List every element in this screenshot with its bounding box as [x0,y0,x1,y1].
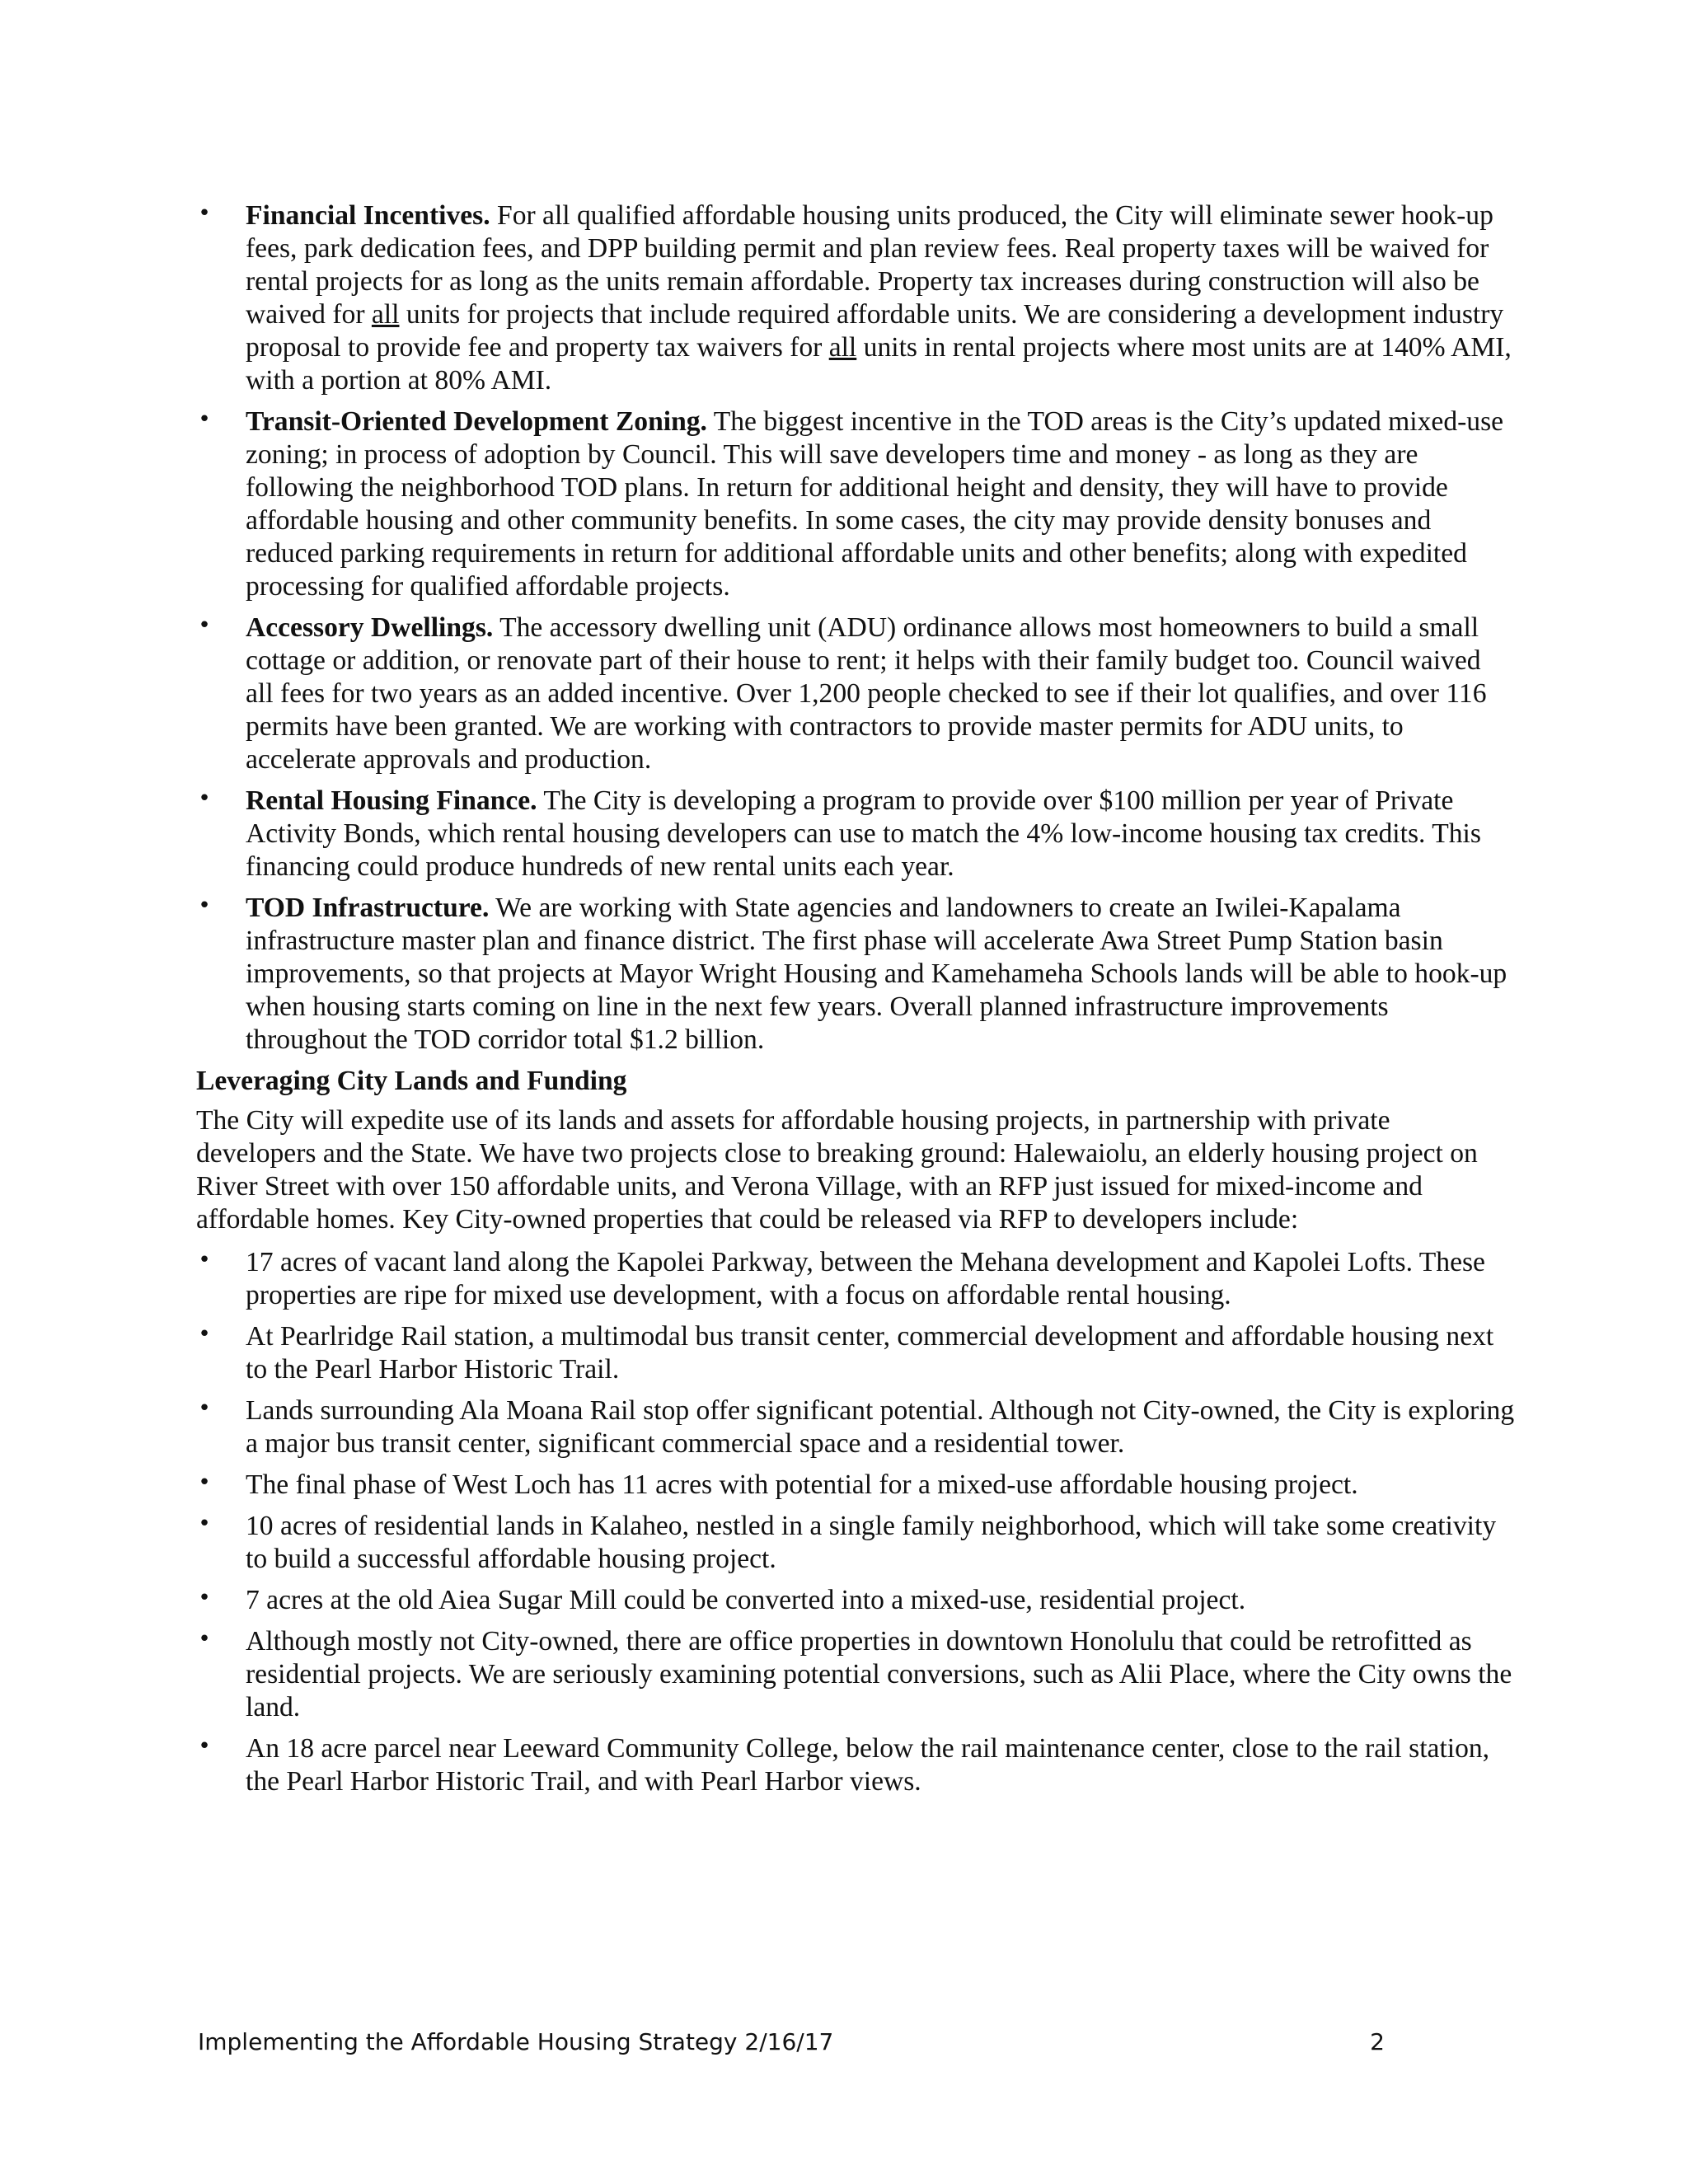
list-item [196,1246,1515,1312]
incentive-text: The City is developing a program to provide over $100 million per year of Private Activity Bonds, which rental housing developers can use to match the 4% low-income housing tax credits. This financing could produce hundreds of new rental units each year. [246,785,1481,882]
page-footer [198,2027,1385,2057]
list-item [196,1510,1515,1576]
list-item-text: 7 acres at the old Aiea Sugar Mill could be converted into a mixed-use, residential project. [246,1585,1246,1615]
bullet-icon: • [198,1470,211,1495]
incentives-list [196,199,1515,1057]
underlined-word: all [371,299,400,330]
list-item-text: 10 acres of residential lands in Kalaheo, nestled in a single family neighborhood, which will take some creativity to build a successful affordable housing project. [246,1511,1497,1574]
list-item-text: Although mostly not City-owned, there are office properties in downtown Honolulu that could be retrofitted as residential projects. We are seriously examining potential conversions, such as Alii Place, where the City owns the land. [246,1626,1512,1722]
incentive-term: Rental Housing Finance. [246,785,537,816]
list-item [196,1584,1515,1617]
bullet-icon: • [198,1511,211,1536]
incentive-item-tod-zoning [196,405,1515,603]
section-heading: Leveraging City Lands and Funding [196,1066,627,1096]
incentive-item-tod-infrastructure [196,892,1515,1057]
incentive-text: The biggest incentive in the TOD areas is the City’s updated mixed-use zoning; in process of adoption by Council. This will save developers time and money - as long as they are following the neighborhood TOD plans. In return for additional height and density, they will have to provide affordable housing and other community benefits. In some cases, the city may provide density bonuses and reduced parking requirements in return for additional affordable units and other benefits; along with expedited processing for qualified affordable projects. [246,406,1504,602]
bullet-icon: • [198,201,211,226]
list-item [196,1394,1515,1460]
incentive-text: We are working with State agencies and landowners to create an Iwilei-Kapalama infrastructure master plan and finance district. The first phase will accelerate Awa Street Pump Station basin improvements, so that projects at Mayor Wright Housing and Kamehameha Schools lands will be able to hook-up when housing starts coming on line in the next few years. Overall planned infrastructure improvements throughout the TOD corridor total $1.2 billion. [246,893,1507,1055]
underlined-word: all [828,332,857,363]
incentive-text: units for projects that include required affordable units. We are considering a development industry proposal to provide fee and property tax waivers for [246,299,1504,363]
list-item [196,1320,1515,1386]
incentive-text: For all qualified affordable housing units produced, the City will eliminate sewer hook-up fees, park dedication fees, and DPP building permit and plan review fees. Real property taxes will be waived for rental projects for as long as the units remain affordable. Property tax increases during construction will also be waived for [246,200,1493,330]
list-item-text: An 18 acre parcel near Leeward Community College, below the rail maintenance center, close to the rail station, the Pearl Harbor Historic Trail, and with Pearl Harbor views. [246,1733,1490,1797]
bullet-icon: • [198,1627,211,1652]
properties-list [196,1246,1515,1798]
incentive-term: Financial Incentives. [246,200,490,231]
list-item-text: 17 acres of vacant land along the Kapolei Parkway, between the Mehana development and Kapolei Lofts. These properties are ripe for mixed use development, with a focus on affordable rental housing. [246,1247,1485,1310]
footer-title: Implementing the Affordable Housing Strategy 2/16/17 [198,2028,834,2055]
bullet-icon: • [198,893,211,918]
list-item [196,1469,1515,1502]
bullet-icon: • [198,1396,211,1421]
bullet-icon: • [198,1248,211,1272]
incentive-text: The accessory dwelling unit (ADU) ordinance allows most homeowners to build a small cottage or addition, or renovate part of their house to rent; it helps with their family budget too. Council waived all fees for two years as an added incentive. Over 1,200 people checked to see if their lot qualifies, and over 116 permits have been granted. We are working with contractors to provide master permits for ADU units, to accelerate approvals and production. [246,612,1487,775]
bullet-icon: • [198,613,211,638]
list-item [196,1625,1515,1724]
bullet-icon: • [198,1586,211,1610]
list-item-text: At Pearlridge Rail station, a multimodal bus transit center, commercial development and affordable housing next to the Pearl Harbor Historic Trail. [246,1321,1494,1385]
incentive-item-accessory-dwellings [196,612,1515,776]
list-item [196,1732,1515,1798]
page-content [196,199,1515,1807]
incentive-term: Transit-Oriented Development Zoning. [246,406,707,437]
bullet-icon: • [198,1322,211,1347]
bullet-icon: • [198,1734,211,1759]
incentive-text: units in rental projects where most units are at 140% AMI, with a portion at 80% AMI. [246,332,1512,396]
list-item-text: The final phase of West Loch has 11 acres with potential for a mixed-use affordable housing project. [246,1469,1358,1500]
bullet-icon: • [198,407,211,432]
page-number: 2 [1370,2028,1385,2055]
list-item-text: Lands surrounding Ala Moana Rail stop offer significant potential. Although not City-owned, the City is exploring a major bus transit center, significant commercial space and a residential tower. [246,1395,1515,1459]
incentive-item-financial [196,199,1515,397]
section-intro: The City will expedite use of its lands and assets for affordable housing projects, in partnership with private developers and the State. We have two projects close to breaking ground: Halewaiolu, an elderly housing project on River Street with over 150 affordable units, and Verona Village, with an RFP just issued for mixed-income and affordable homes. Key City-owned properties that could be released via RFP to developers include: [196,1105,1478,1235]
incentive-term: TOD Infrastructure. [246,893,490,923]
incentive-item-rental-finance [196,785,1515,883]
incentive-term: Accessory Dwellings. [246,612,494,643]
bullet-icon: • [198,786,211,811]
